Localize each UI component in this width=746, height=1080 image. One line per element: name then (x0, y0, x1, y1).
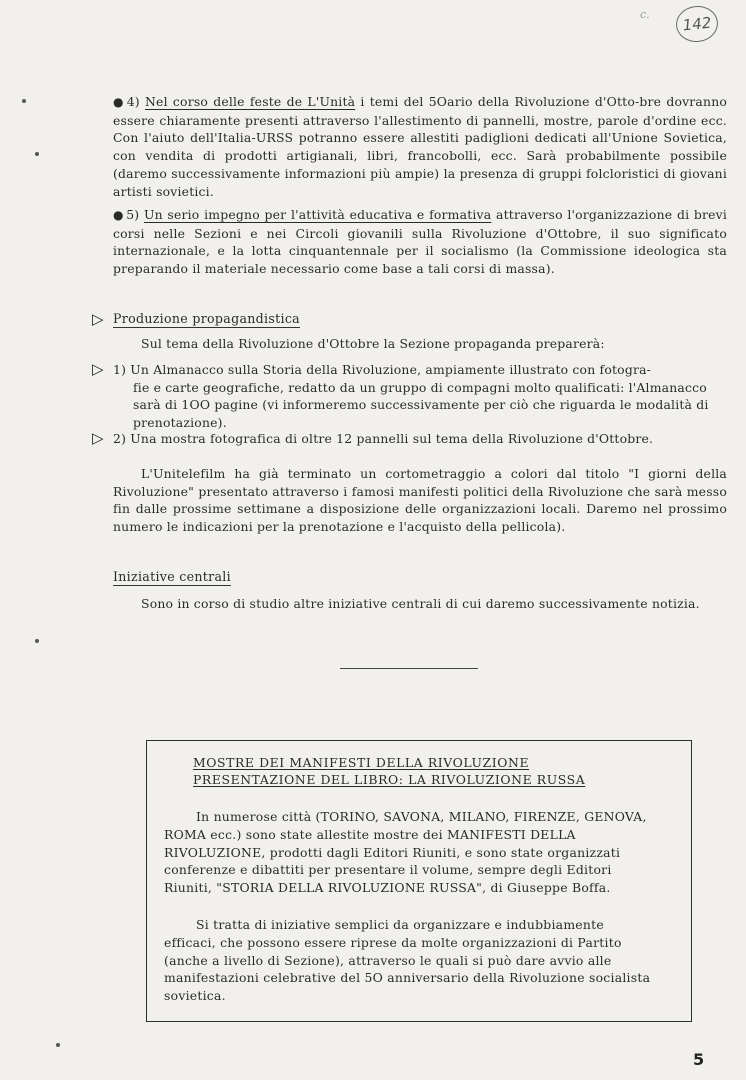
arrow-icon: ▷ (92, 429, 104, 447)
section-divider (340, 668, 478, 669)
iniziative-text: Sono in corso di studio altre iniziative centrali di cui daremo successivamente notizia. (141, 596, 700, 611)
box-paragraph-2 (164, 916, 652, 1005)
bullet-icon: ● (113, 208, 125, 222)
corner-mark: c. (640, 8, 650, 21)
section-4-text: i temi del 5Oario della Rivoluzione d'Otto-bre dovranno essere chiaramente presenti attraverso l'allestimento di pannelli, mostre, parole d'ordine ecc. Con l'aiuto dell'Italia-URSS potranno essere allestiti padiglioni dedicati all'Unione Sovietica, con vendita di prodotti artigianali, libri, francobolli, ecc. Sarà probabilmente possibile (daremo successivamente informazioni più ampie) la presenza di gruppi folcloristici di giovani artisti sovietici. (113, 94, 728, 199)
margin-dot (22, 99, 26, 103)
margin-dot (56, 1043, 60, 1047)
iniziative-heading: Iniziative centrali (113, 569, 231, 584)
margin-dot (35, 152, 39, 156)
box-title-1: MOSTRE DEI MANIFESTI DELLA RIVOLUZIONE (193, 755, 530, 770)
section-4 (113, 93, 727, 200)
item-1-rest: fie e carte geografiche, redatto da un gruppo di compagni molto qualificati: l'Almanacco sarà di 1OO pagine (vi informeremo successivamente per ciò che riguarda le modalità di prenotazione). (133, 379, 709, 431)
item-2-line1: 2) Una mostra fotografica di oltre 12 pannelli sul tema della Rivoluzione d'Ottobre. (113, 431, 654, 446)
iniziative-paragraph (113, 595, 727, 613)
section-5-lead: Un serio impegno per l'attività educativa e formativa (143, 207, 492, 222)
list-item (113, 430, 729, 448)
announcement-box (146, 740, 692, 1022)
unitelefilm-text: L'Unitelefilm ha già terminato un cortometraggio a colori dal titolo "I giorni della Rivoluzione" presentato attraverso i famosi manifesti politici della Rivoluzione che sarà messo fin dalle prossime settimane a disposizione delle organizzazioni locali. Daremo nel prossimo numero le indicazioni per la prenotazione e l'acquisto della pellicola). (113, 466, 727, 535)
archive-stamp: 142 (674, 4, 720, 44)
section-5-text: attraverso l'organizzazione di brevi corsi nelle Sezioni e nei Circoli giovanili sulla Rivoluzione d'Ottobre, il suo significato internazionale, e la lotta cinquantennale per il socialismo (la Commissione ideologica sta preparando il materiale necessario come base a tali corsi di massa). (113, 207, 728, 277)
arrow-icon: ▷ (92, 310, 104, 328)
bullet-icon: ● (113, 95, 125, 109)
arrow-icon: ▷ (92, 360, 104, 378)
list-item (113, 361, 729, 432)
section-5-number: 5) (126, 207, 140, 222)
produzione-heading: Produzione propagandistica (113, 311, 300, 326)
unitelefilm-paragraph (113, 465, 727, 536)
box-title-2: PRESENTAZIONE DEL LIBRO: LA RIVOLUZIONE RUSSA (193, 772, 586, 787)
section-4-number: 4) (126, 94, 140, 109)
box-para-2-text: Si tratta di iniziative semplici da organizzare e indubbiamente efficaci, che possono essere riprese da molte organizzazioni di Partito (anche a livello di Sezione), attraverso le quali si può dare avvio alle manifestazioni celebrative del 5O anniversario della Rivoluzione socialista sovietica. (164, 917, 651, 1004)
item-1-line1: 1) Un Almanacco sulla Storia della Rivoluzione, ampiamente illustrato con fotogra- (113, 362, 652, 377)
page-number: 5 (693, 1050, 705, 1069)
box-para-1-text: In numerose città (TORINO, SAVONA, MILANO, FIRENZE, GENOVA, ROMA ecc.) sono state allestite mostre dei MANIFESTI DELLA RIVOLUZIONE, prodotti dagli Editori Riuniti, e sono state organizzati conferenze e dibattiti per presentare il volume, sempre degli Editori Riuniti, "STORIA DELLA RIVOLUZIONE RUSSA", di Giuseppe Boffa. (164, 809, 647, 896)
margin-dot (35, 639, 39, 643)
produzione-intro: Sul tema della Rivoluzione d'Ottobre la Sezione propaganda preparerà: (141, 336, 605, 351)
section-5 (113, 206, 727, 278)
box-paragraph-1 (164, 808, 652, 897)
section-4-lead: Nel corso delle feste de L'Unità (145, 94, 356, 109)
